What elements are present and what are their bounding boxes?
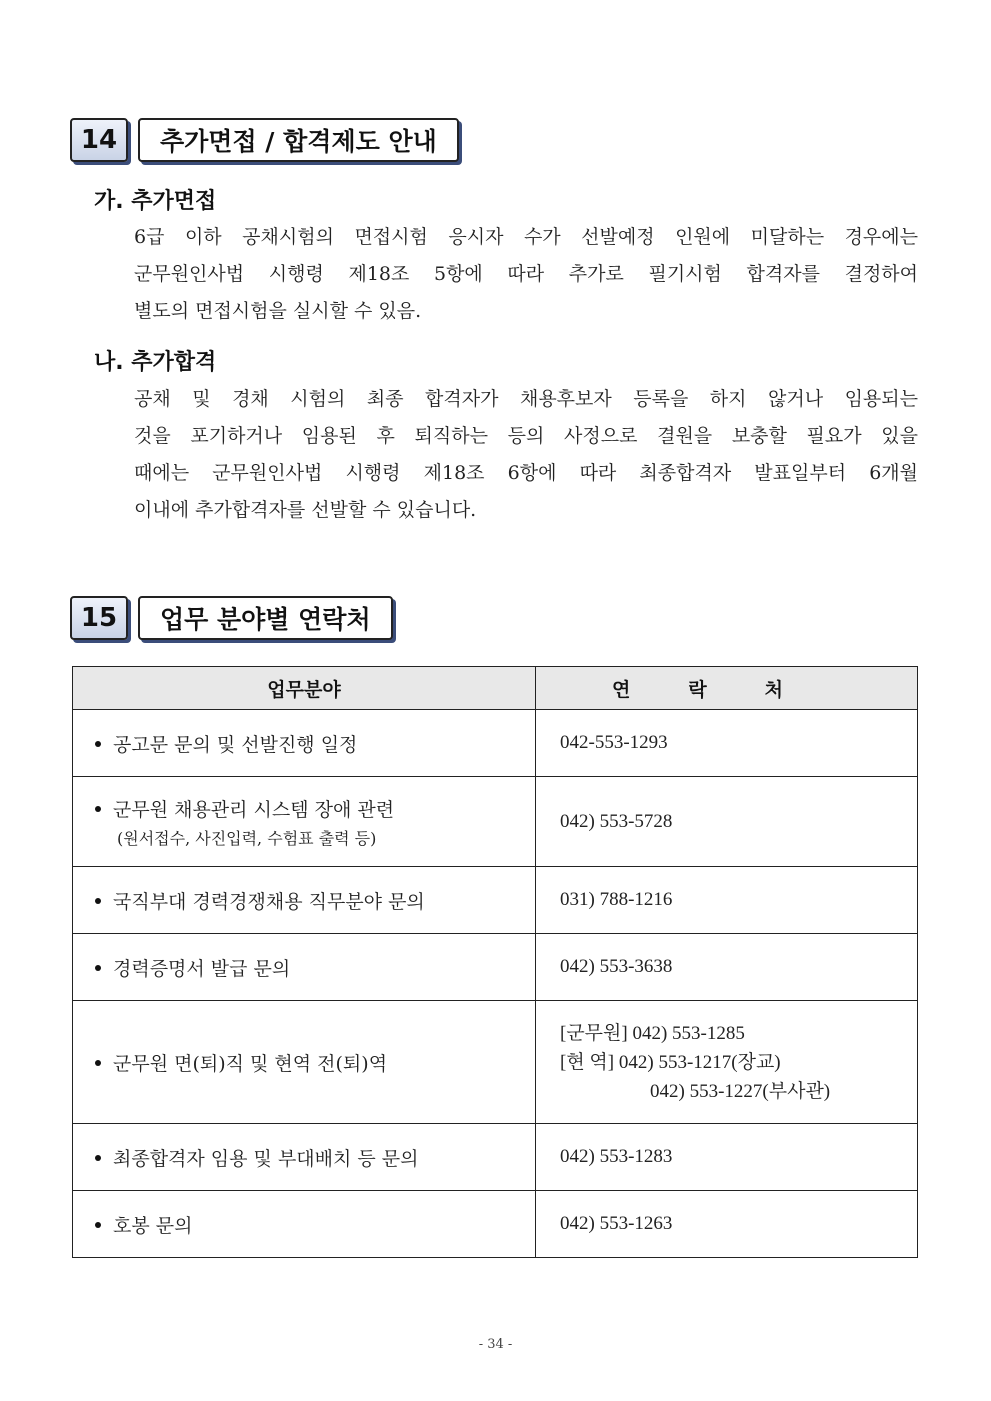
text-line: 군무원인사법 시행령 제18조 5항에 따라 추가로 필기시험 합격자를 결정하여 (134, 263, 918, 285)
table-row (73, 777, 918, 867)
phone-cell: 042-553-1293 (536, 710, 918, 777)
field-label: 군무원 면(퇴)직 및 현역 전(퇴)역 (113, 1052, 388, 1075)
phone-line: 042) 553-1227(부사관) (650, 1080, 831, 1102)
field-label: 최종합격자 임용 및 부대배치 등 문의 (113, 1147, 419, 1170)
table-row (73, 1191, 918, 1258)
table-row (73, 1124, 918, 1191)
section-15-header (70, 596, 393, 640)
table-header-row (73, 667, 918, 710)
field-label: 군무원 채용관리 시스템 장애 관련 (113, 798, 395, 821)
section-title: 추가면접 / 합격제도 안내 (138, 118, 459, 162)
bullet-icon (95, 1060, 101, 1066)
phone-line: [현 역] 042) 553-1217(장교) (560, 1051, 781, 1073)
table-row (73, 934, 918, 1001)
phone-cell: 042) 553-1263 (536, 1191, 918, 1258)
bullet-icon (95, 965, 101, 971)
table-row (73, 1001, 918, 1124)
field-cell (73, 710, 536, 777)
field-cell (73, 1191, 536, 1258)
bullet-icon (95, 898, 101, 904)
field-label: 국직부대 경력경쟁채용 직무분야 문의 (113, 890, 425, 913)
paragraph-additional-pass (134, 381, 918, 529)
phone-cell: 042) 553-1283 (536, 1124, 918, 1191)
text-line: 별도의 면접시험을 실시할 수 있음. (134, 300, 422, 322)
subheading-additional-pass: 나. 추가합격 (94, 350, 217, 375)
section-title: 업무 분야별 연락처 (138, 596, 393, 640)
text-line: 6급 이하 공채시험의 면접시험 응시자 수가 선발예정 인원에 미달하는 경우에는 (134, 226, 918, 248)
phone-line: [군무원] 042) 553-1285 (560, 1022, 745, 1044)
field-cell (73, 934, 536, 1001)
field-cell (73, 1001, 536, 1124)
field-label: 공고문 문의 및 선발진행 일정 (113, 733, 358, 756)
header-contact-label: 연락처 (611, 678, 842, 701)
text-line: 것을 포기하거나 임용된 후 퇴직하는 등의 사정으로 결원을 보충할 필요가 있을 (134, 425, 918, 447)
paragraph-additional-interview (134, 219, 918, 330)
field-cell (73, 1124, 536, 1191)
text-line: 공채 및 경채 시험의 최종 합격자가 채용후보자 등록을 하지 않거나 임용되는 (134, 388, 918, 410)
header-field: 업무분야 (73, 667, 536, 710)
bullet-icon (95, 1222, 101, 1228)
table-row (73, 867, 918, 934)
bullet-icon (95, 741, 101, 747)
phone-cell: 031) 788-1216 (536, 867, 918, 934)
section-14-header (70, 118, 459, 162)
bullet-icon (95, 806, 101, 812)
text-line: 이내에 추가합격자를 선발할 수 있습니다. (134, 499, 477, 521)
contacts-table (72, 666, 918, 1258)
header-contact (536, 667, 918, 710)
phone-cell: 042) 553-5728 (536, 777, 918, 867)
page-number: - 34 - (478, 1337, 513, 1352)
table-row (73, 710, 918, 777)
field-label: 호봉 문의 (113, 1214, 193, 1237)
text-line: 때에는 군무원인사법 시행령 제18조 6항에 따라 최종합격자 발표일부터 6개월 (134, 462, 918, 484)
subheading-additional-interview: 가. 추가면접 (94, 189, 217, 214)
section-number: 15 (70, 596, 128, 640)
section-number: 14 (70, 118, 128, 162)
phone-cell (536, 1001, 918, 1124)
phone-cell: 042) 553-3638 (536, 934, 918, 1001)
bullet-icon (95, 1155, 101, 1161)
field-cell (73, 867, 536, 934)
field-note: (원서접수, 사진입력, 수험표 출력 등) (117, 828, 377, 848)
field-cell (73, 777, 536, 867)
field-label: 경력증명서 발급 문의 (113, 957, 291, 980)
